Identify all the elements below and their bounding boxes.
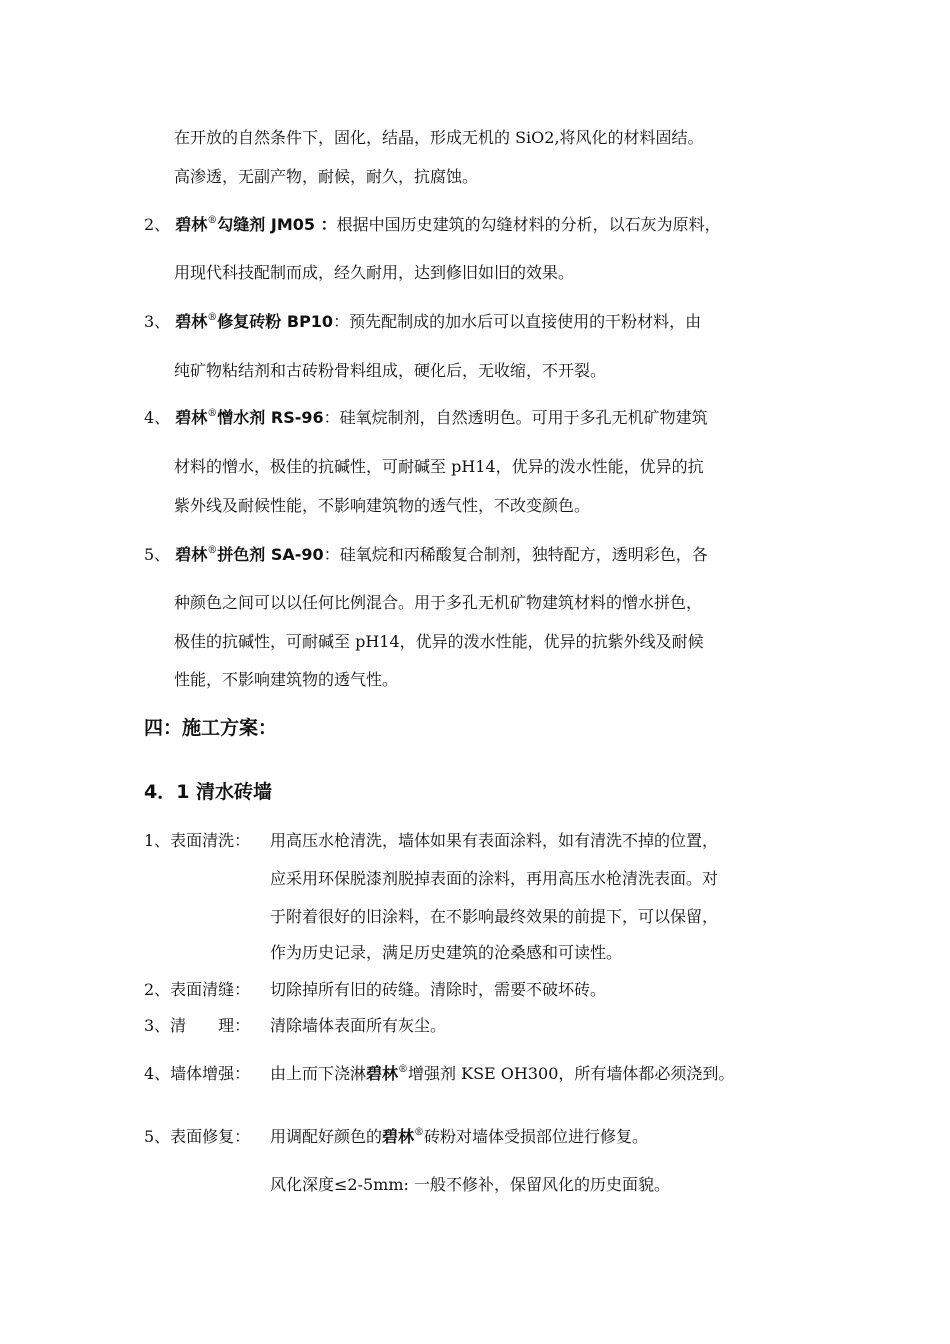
item-number: 4、 — [144, 408, 171, 427]
brand-name: 碧林 — [175, 312, 208, 331]
brand-name: 碧林 — [175, 408, 208, 427]
paragraph-line: 高渗透，无副产物，耐候，耐久，抗腐蚀。 — [174, 167, 479, 186]
step-5-text — [270, 1126, 648, 1148]
product-item-bp10 — [144, 311, 701, 333]
step-1-text: 于附着很好的旧涂料，在不影响最终效果的前提下，可以保留， — [270, 907, 719, 926]
step-2-text: 切除掉所有旧的砖缝。清除时，需要不破坏砖。 — [270, 980, 607, 999]
step-4-label: 4、墙体增强： — [144, 1064, 251, 1083]
registered-mark: ® — [398, 1064, 409, 1075]
step-4-text — [270, 1063, 734, 1085]
subsection-heading: 4．1 清水砖墙 — [144, 781, 273, 803]
step-2-label: 2、表面清缝： — [144, 980, 251, 999]
registered-mark: ® — [414, 1127, 425, 1138]
paragraph-line: 用现代科技配制而成，经久耐用，达到修旧如旧的效果。 — [174, 263, 575, 282]
item-number: 3、 — [144, 312, 171, 331]
brand-name: 碧林 — [366, 1064, 399, 1083]
paragraph-line: 极佳的抗碱性，可耐碱至 pH14，优异的泼水性能，优异的抗紫外线及耐候 — [174, 632, 704, 651]
product-description: 预先配制成的加水后可以直接使用的干粉材料，由 — [349, 312, 702, 331]
paragraph-line: 在开放的自然条件下，固化，结晶，形成无机的 SiO2,将风化的材料固结。 — [174, 128, 704, 147]
product-description: 硅氧烷制剂，自然透明色。可用于多孔无机矿物建筑 — [339, 408, 708, 427]
separator: ： — [323, 408, 340, 427]
product-name: 修复砖粉 BP10 — [217, 312, 334, 331]
separator: ： — [315, 215, 337, 234]
paragraph-line: 材料的憎水，极佳的抗碱性，可耐碱至 pH14，优异的泼水性能，优异的抗 — [174, 457, 704, 476]
paragraph-line: 紫外线及耐候性能，不影响建筑物的透气性，不改变颜色。 — [174, 496, 591, 515]
separator: ： — [333, 312, 350, 331]
registered-mark: ® — [207, 312, 218, 323]
product-item-rs96 — [144, 407, 708, 429]
step-3-text: 清除墙体表面所有灰尘。 — [270, 1016, 447, 1035]
step-3-label: 3、清 理： — [144, 1016, 251, 1035]
section-heading: 四：施工方案： — [144, 717, 278, 739]
step-1-text: 应采用环保脱漆剂脱掉表面的涂料，再用高压水枪清洗表面。对 — [270, 869, 719, 888]
step-1-text: 作为历史记录，满足历史建筑的沧桑感和可读性。 — [270, 943, 623, 962]
step-text-part: 由上而下浇淋 — [270, 1064, 367, 1083]
product-item-sa90 — [144, 544, 708, 566]
product-name: 拼色剂 SA-90 — [217, 545, 324, 564]
separator: ： — [323, 545, 340, 564]
registered-mark: ® — [207, 545, 218, 556]
paragraph-line: 性能，不影响建筑物的透气性。 — [174, 670, 399, 689]
brand-name: 碧林 — [175, 545, 208, 564]
paragraph-line: 种颜色之间可以以任何比例混合。用于多孔无机矿物建筑材料的憎水拼色， — [174, 593, 703, 612]
product-description: 硅氧烷和丙稀酸复合制剂，独特配方，透明彩色，各 — [339, 545, 708, 564]
step-text-part: 增强剂 KSE OH300，所有墙体都必须浇到。 — [408, 1064, 735, 1083]
step-1-text: 用高压水枪清洗，墙体如果有表面涂料，如有清洗不掉的位置， — [270, 831, 719, 850]
product-name: 憎水剂 RS-96 — [217, 408, 324, 427]
product-name: 勾缝剂 JM05 — [217, 215, 316, 234]
step-5-note: 风化深度≤2-5mm: 一般不修补，保留风化的历史面貌。 — [270, 1175, 670, 1194]
step-text-part: 用调配好颜色的 — [270, 1127, 383, 1146]
step-5-label: 5、表面修复： — [144, 1127, 251, 1146]
paragraph-line: 纯矿物粘结剂和古砖粉骨料组成，硬化后，无收缩，不开裂。 — [174, 361, 607, 380]
brand-name: 碧林 — [382, 1127, 415, 1146]
registered-mark: ® — [207, 408, 218, 419]
registered-mark: ® — [207, 215, 218, 226]
item-number: 2、 — [144, 215, 171, 234]
product-item-jm05 — [144, 214, 721, 236]
item-number: 5、 — [144, 545, 171, 564]
product-description: 根据中国历史建筑的勾缝材料的分析，以石灰为原料， — [336, 215, 721, 234]
step-1-label: 1、表面清洗： — [144, 831, 251, 850]
step-text-part: 砖粉对墙体受损部位进行修复。 — [424, 1127, 649, 1146]
brand-name: 碧林 — [175, 215, 208, 234]
